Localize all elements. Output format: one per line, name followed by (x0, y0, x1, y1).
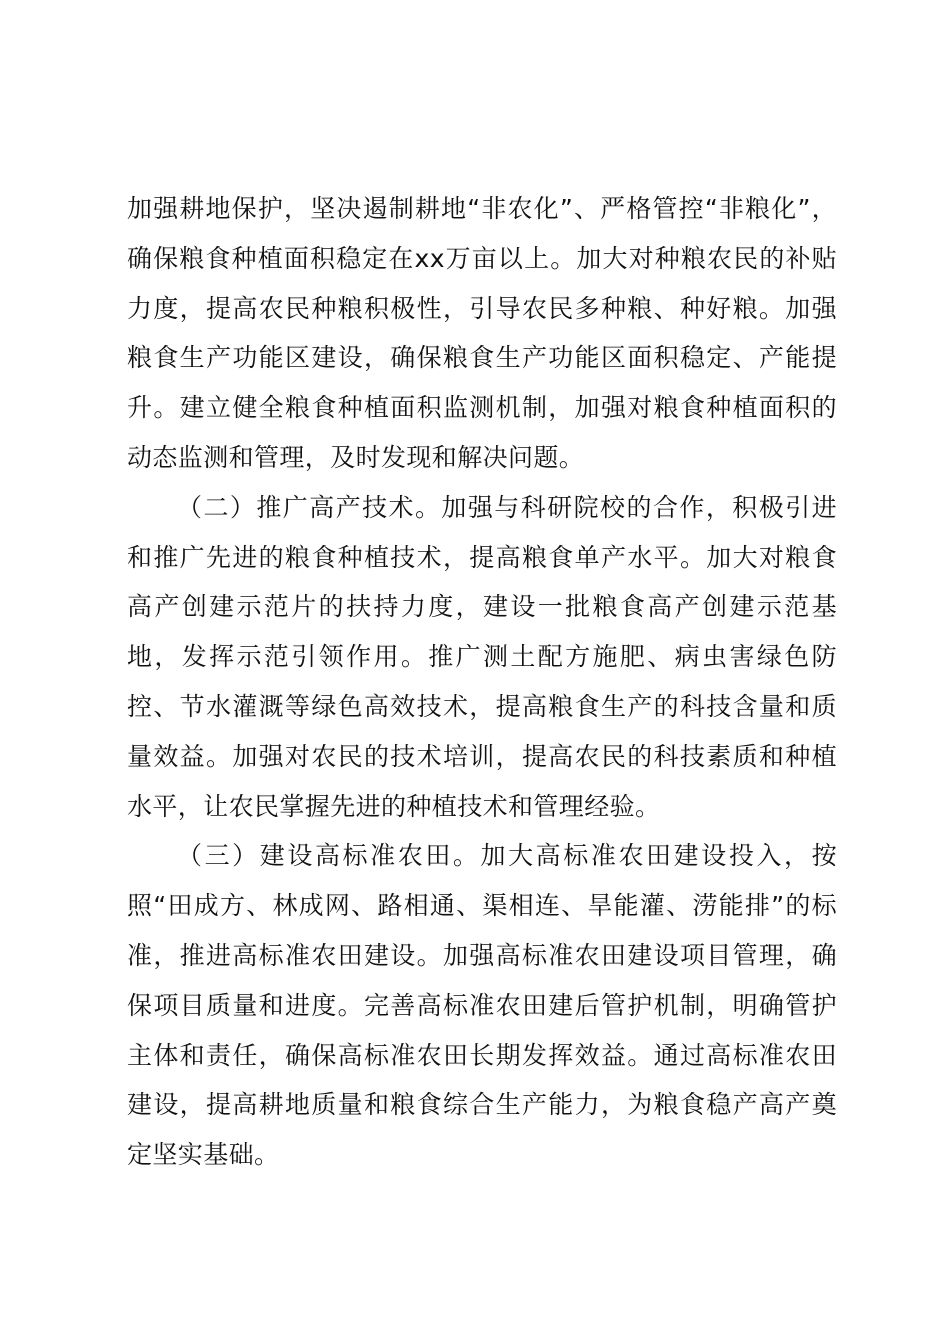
paragraph-high-yield-technology: （二）推广高产技术。加强与科研院校的合作，积极引进和推广先进的粮食种植技术，提高粮食单产水平。加大对粮食高产创建示范片的扶持力度，建设一批粮食高产创建示范基地，发挥示范引领作用。推广测土配方施肥、病虫害绿色防控、节水灌溉等绿色高效技术，提高粮食生产的科技含量和质量效益。加强对农民的技术培训，提高农民的科技素质和种植水平，让农民掌握先进的种植技术和管理经验。 (127, 492, 837, 821)
paragraph-farmland-protection: 加强耕地保护，坚决遏制耕地“非农化”、严格管控“非粮化”，确保粮食种植面积稳定在xx万亩以上。加大对种粮农民的补贴力度，提高农民种粮积极性，引导农民多种粮、种好粮。加强粮食生产功能区建设，确保粮食生产功能区面积稳定、产能提升。建立健全粮食种植面积监测机制，加强对粮食种植面积的动态监测和管理，及时发现和解决问题。 (127, 194, 837, 472)
paragraph-high-standard-farmland: （三）建设高标准农田。加大高标准农田建设投入，按照“田成方、林成网、路相通、渠相连、旱能灌、涝能排”的标准，推进高标准农田建设。加强高标准农田建设项目管理，确保项目质量和进度。完善高标准农田建后管护机制，明确管护主体和责任，确保高标准农田长期发挥效益。通过高标准农田建设，提高耕地质量和粮食综合生产能力，为粮食稳产高产奠定坚实基础。 (127, 841, 837, 1170)
document-body (127, 184, 837, 1180)
